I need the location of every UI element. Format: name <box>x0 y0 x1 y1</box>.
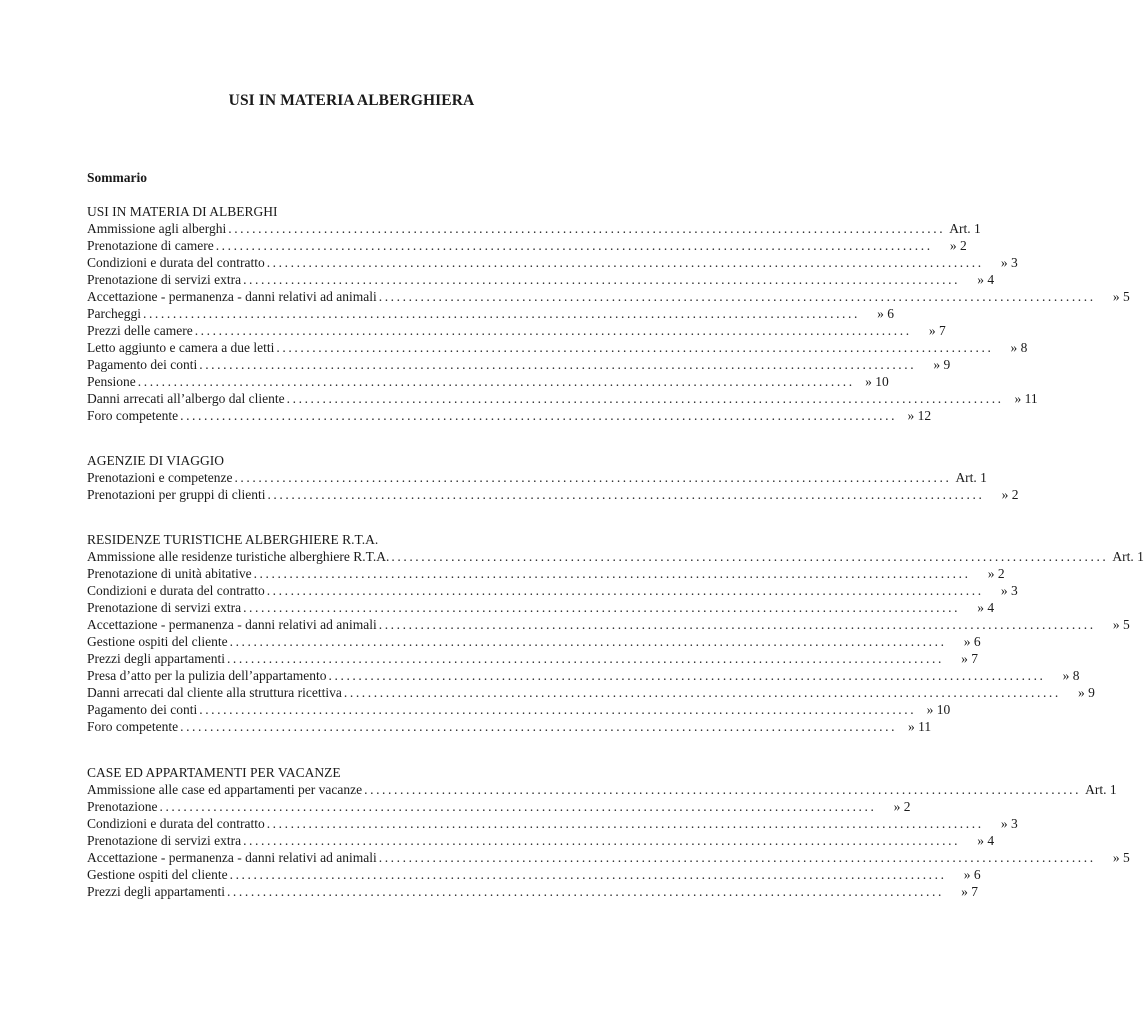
toc-entry <box>87 866 981 883</box>
toc-entry-label: Gestione ospiti del cliente <box>87 867 228 882</box>
dot-leader: ........................................................................................................................ <box>286 391 1004 406</box>
toc-entry-article-ref: » 3 <box>1000 583 1018 598</box>
toc-entry-label: Danni arrecati dal cliente alla struttura ricettiva <box>87 685 342 700</box>
toc-entry-article-ref: » 11 <box>907 719 932 734</box>
toc-entry <box>87 701 951 718</box>
toc-entry-article-ref: » 5 <box>1112 617 1130 632</box>
toc-entry-article-ref: » 12 <box>907 408 932 423</box>
dot-leader: ........................................................................................................................ <box>229 867 947 882</box>
dot-leader: ........................................................................................................................ <box>266 255 984 270</box>
toc-entry-article-ref: » 8 <box>1062 668 1080 683</box>
toc-entry <box>87 254 1018 271</box>
toc-entry-article-ref: » 4 <box>977 600 995 615</box>
dot-leader: ........................................................................................................................ <box>215 238 933 253</box>
toc-section-agenzie <box>87 452 1019 503</box>
toc-entry <box>87 582 1018 599</box>
toc-entry-article-ref: » 2 <box>987 566 1005 581</box>
toc-entry <box>87 271 995 288</box>
toc-entry-label: Prenotazione <box>87 799 158 814</box>
toc-entry-article-ref: » 8 <box>1010 340 1028 355</box>
toc-section-alberghi <box>87 203 1130 424</box>
toc-entry-label: Accettazione - permanenza - danni relativi ad animali <box>87 289 377 304</box>
toc-entry-article-ref: » 3 <box>1000 816 1018 831</box>
toc-entry <box>87 798 911 815</box>
toc-entry-label: Prezzi delle camere <box>87 323 193 338</box>
toc-entry-label: Pensione <box>87 374 136 389</box>
toc-section-rta <box>87 531 1144 735</box>
dot-leader: ........................................................................................................................ <box>378 617 1096 632</box>
toc-entry-label: Accettazione - permanenza - danni relativi ad animali <box>87 850 377 865</box>
toc-entry-label: Accettazione - permanenza - danni relativi ad animali <box>87 617 377 632</box>
dot-leader: ........................................................................................................................ <box>229 634 947 649</box>
toc-entry-label: Prenotazione di servizi extra <box>87 833 242 848</box>
toc-entry-label: Ammissione alle residenze turistiche alberghiere R.T.A. <box>87 549 390 564</box>
dot-leader: ........................................................................................................................ <box>267 487 985 502</box>
dot-leader: ........................................................................................................................ <box>199 702 917 717</box>
toc-entry-article-ref: » 5 <box>1112 850 1130 865</box>
toc-entry-article-ref: » 10 <box>926 702 951 717</box>
toc-entry-article-ref: » 6 <box>877 306 894 321</box>
dot-leader: ........................................................................................................................ <box>364 782 1082 797</box>
toc-entry-article-ref: » 2 <box>893 799 911 814</box>
dot-leader: ........................................................................................................................ <box>159 799 877 814</box>
toc-entry-label: Prenotazioni e competenze <box>87 470 233 485</box>
toc-entry <box>87 883 978 900</box>
toc-entry <box>87 469 987 486</box>
dot-leader: ........................................................................................................................ <box>234 470 952 485</box>
toc-entry-label: Condizioni e durata del contratto <box>87 816 265 831</box>
toc-list <box>87 781 1130 900</box>
toc-entry-label: Prenotazione di servizi extra <box>87 272 242 287</box>
section-title: RESIDENZE TURISTICHE ALBERGHIERE R.T.A. <box>87 532 379 547</box>
toc-entry <box>87 565 1005 582</box>
dot-leader: ........................................................................................................................ <box>266 816 984 831</box>
toc-entry-article-ref: » 2 <box>949 238 967 253</box>
dot-leader: ........................................................................................................................ <box>243 272 961 287</box>
toc-list <box>87 220 1130 424</box>
toc-entry <box>87 650 978 667</box>
toc-entry-article-ref: » 7 <box>928 323 946 338</box>
toc-entry-article-ref: » 9 <box>933 357 951 372</box>
toc-entry <box>87 373 889 390</box>
dot-leader: ........................................................................................................................ <box>226 651 944 666</box>
dot-leader: ........................................................................................................................ <box>378 289 1096 304</box>
summary-heading: Sommario <box>87 170 147 185</box>
dot-leader: ........................................................................................................................ <box>378 850 1096 865</box>
toc-entry <box>87 849 1130 866</box>
toc-entry-article-ref: » 3 <box>1000 255 1018 270</box>
toc-entry-article-ref: Art. 1 <box>955 470 987 485</box>
dot-leader: ........................................................................................................................ <box>199 357 917 372</box>
dot-leader: ........................................................................................................................ <box>243 600 961 615</box>
toc-entry-label: Ammissione alle case ed appartamenti per vacanze <box>87 782 363 797</box>
toc-entry <box>87 220 981 237</box>
toc-entry-label: Prezzi degli appartamenti <box>87 651 225 666</box>
dot-leader: ........................................................................................................................ <box>328 668 1046 683</box>
dot-leader: ........................................................................................................................ <box>253 566 971 581</box>
toc-entry-label: Prenotazione di camere <box>87 238 214 253</box>
dot-leader: ........................................................................................................................ <box>180 719 898 734</box>
toc-entry-label: Prenotazioni per gruppi di clienti <box>87 487 266 502</box>
toc-entry-article-ref: » 7 <box>961 884 978 899</box>
dot-leader: ........................................................................................................................ <box>228 221 946 236</box>
dot-leader: ........................................................................................................................ <box>243 833 961 848</box>
toc-entry <box>87 339 1028 356</box>
toc-entry <box>87 288 1130 305</box>
toc-entry-article-ref: » 4 <box>977 272 995 287</box>
toc-entry-label: Parcheggi <box>87 306 141 321</box>
toc-entry-label: Presa d’atto per la pulizia dell’appartamento <box>87 668 327 683</box>
section-title: AGENZIE DI VIAGGIO <box>87 453 224 468</box>
toc-entry-label: Prenotazione di servizi extra <box>87 600 242 615</box>
toc-entry-label: Condizioni e durata del contratto <box>87 255 265 270</box>
toc-entry-article-ref: Art. 1 <box>949 221 981 236</box>
dot-leader: ........................................................................................................................ <box>226 884 944 899</box>
toc-entry <box>87 616 1130 633</box>
toc-entry-article-ref: Art. 1 <box>1085 782 1117 797</box>
toc-entry <box>87 305 894 322</box>
toc-entry-label: Prenotazione di unità abitative <box>87 566 252 581</box>
toc-entry-article-ref: » 4 <box>977 833 995 848</box>
toc-entry-label: Foro competente <box>87 719 179 734</box>
toc-entry-label: Ammissione agli alberghi <box>87 221 227 236</box>
toc-entry <box>87 322 946 339</box>
toc-entry-label: Foro competente <box>87 408 179 423</box>
toc-entry <box>87 356 951 373</box>
toc-entry <box>87 832 995 849</box>
toc-entry-article-ref: » 11 <box>1014 391 1038 406</box>
toc-entry <box>87 486 1019 503</box>
toc-entry-label: Letto aggiunto e camera a due letti <box>87 340 275 355</box>
dot-leader: ........................................................................................................................ <box>276 340 994 355</box>
toc-section-case-vacanze <box>87 764 1130 900</box>
toc-entry-label: Condizioni e durata del contratto <box>87 583 265 598</box>
dot-leader: ........................................................................................................................ <box>180 408 898 423</box>
section-title: USI IN MATERIA DI ALBERGHI <box>87 204 278 219</box>
dot-leader: ........................................................................................................................ <box>343 685 1061 700</box>
toc-entry-article-ref: » 5 <box>1112 289 1130 304</box>
page-title: USI IN MATERIA ALBERGHIERA <box>228 92 475 109</box>
toc-entry-label: Pagamento dei conti <box>87 702 198 717</box>
toc-entry <box>87 667 1080 684</box>
toc-entry <box>87 633 981 650</box>
toc-entry <box>87 599 995 616</box>
dot-leader: ........................................................................................................................ <box>142 306 860 321</box>
toc-entry <box>87 237 967 254</box>
toc-entry-article-ref: » 7 <box>961 651 978 666</box>
dot-leader: ........................................................................................................................ <box>194 323 912 338</box>
toc-entry-article-ref: » 10 <box>865 374 889 389</box>
toc-list <box>87 469 1019 503</box>
toc-entry-label: Gestione ospiti del cliente <box>87 634 228 649</box>
dot-leader: ........................................................................................................................ <box>266 583 984 598</box>
toc-entry <box>87 718 932 735</box>
toc-list <box>87 548 1144 735</box>
toc-entry <box>87 684 1095 701</box>
toc-entry-article-ref: » 9 <box>1078 685 1095 700</box>
toc-entry-article-ref: Art. 1 <box>1112 549 1144 564</box>
dot-leader: ........................................................................................................................ <box>137 374 855 389</box>
toc-entry-article-ref: » 6 <box>963 867 981 882</box>
toc-entry-label: Prezzi degli appartamenti <box>87 884 225 899</box>
toc-entry-label: Pagamento dei conti <box>87 357 198 372</box>
toc-entry <box>87 548 1144 565</box>
toc-entry-article-ref: » 2 <box>1001 487 1019 502</box>
toc-entry-article-ref: » 6 <box>963 634 981 649</box>
toc-entry <box>87 407 932 424</box>
toc-entry-label: Danni arrecati all’albergo dal cliente <box>87 391 285 406</box>
section-title: CASE ED APPARTAMENTI PER VACANZE <box>87 765 341 780</box>
toc-entry <box>87 390 1038 407</box>
toc-entry <box>87 815 1018 832</box>
dot-leader: ........................................................................................................................ <box>391 549 1109 564</box>
toc-entry <box>87 781 1117 798</box>
